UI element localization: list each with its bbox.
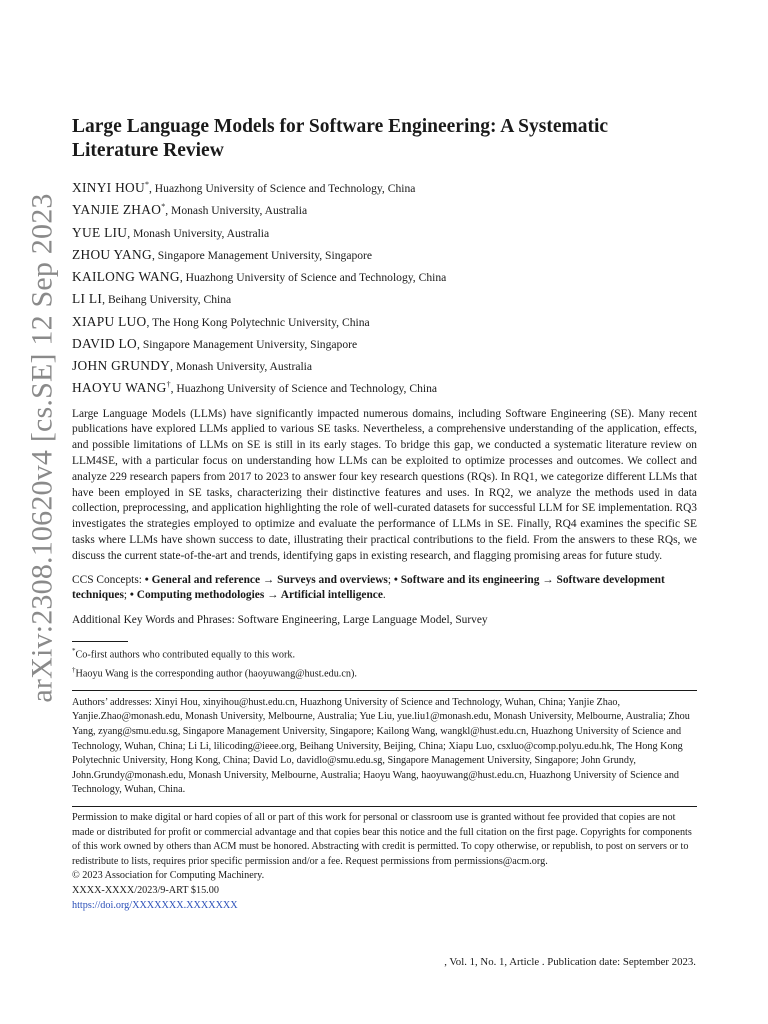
author-affiliation: , Monash University, Australia [170,359,313,373]
author-list [72,176,697,399]
author-mark: * [161,202,166,212]
author-name: YUE LIU [72,224,128,240]
author-name: JOHN GRUNDY [72,357,171,373]
ccs-concept: • Software and its engineering → Software development techniques [72,573,665,602]
ccs-concept: • Computing methodologies → Artificial intelligence [129,589,383,602]
footnote-divider [72,641,128,642]
author-name: HAOYU WANG [72,380,167,396]
author-entry [72,376,697,398]
authors-addresses: Authors’ addresses: Xinyi Hou, xinyihou@hust.edu.cn, Huazhong University of Science and Technology, Wuhan, China; Yanjie Zhao, Yanjie.Zhao@monash.edu, Monash University, Melbourne, Australia; Yue Liu, yue.liu1@monash.edu, Monash University, Melbourne, Australia; Zhou Yang, zyang@smu.edu.sg, Singapore Management University, Singapore; Kailong Wang, wangkl@hust.edu.cn, Huazhong University of Science and Technology, Wuhan, China; Li Li, lilicoding@ieee.org, Beihang University, Beijing, China; Xiapu Luo, csxluo@comp.polyu.edu.hk, The Hong Kong Polytechnic University, Hong Kong, China; David Lo, davidlo@smu.edu.sg, Singapore Management University, Singapore; John Grundy, John.Grundy@monash.edu, Monash University, Melbourne, Australia; Haoyu Wang, haoyuwang@hust.edu.cn, Huazhong University of Science and Technology, Wuhan, China. [72,696,690,796]
author-affiliation: , The Hong Kong Polytechnic University, China [146,315,370,329]
author-affiliation: , Singapore Management University, Singapore [137,337,358,351]
ccs-separator: ; [387,573,394,586]
author-affiliation: , Huazhong University of Science and Technology, China [179,270,447,284]
ccs-end: . [382,589,386,602]
author-entry [72,332,697,354]
addresses-divider [72,690,697,691]
footnote-text: Co-first authors who contributed equally to this work. [75,649,296,661]
author-name: XIAPU LUO [72,313,147,329]
author-affiliation: , Singapore Management University, Singapore [151,248,373,262]
ccs-separator: ; [123,589,130,602]
author-entry [72,176,697,198]
footnotes [72,644,697,682]
author-entry [72,287,697,309]
author-name: LI LI [72,291,103,307]
paper-title: Large Language Models for Software Engineering: A Systematic Literature Review [72,116,609,161]
author-affiliation: , Huazhong University of Science and Technology, China [170,382,438,396]
author-entry [72,221,697,243]
author-affiliation: , Monash University, Australia [127,226,270,240]
author-affiliation: , Monash University, Australia [165,204,308,218]
author-name: XINYI HOU [72,179,145,195]
author-name: KAILONG WANG [72,268,180,284]
author-mark: † [166,380,171,390]
author-entry [72,243,697,265]
copyright-line: © 2023 Association for Computing Machinery. [72,870,265,882]
footnote-text: Haoyu Wang is the corresponding author (haoyuwang@hust.edu.cn). [75,668,357,680]
permission-notice: Permission to make digital or hard copies of all or part of this work for personal or classroom use is granted without fee provided that copies are not made or distributed for profit or commercial advantage and that copies bear this notice and the full citation on the first page. Copyrights for components of this work owned by others than ACM must be honored. Abstracting with credit is permitted. To copy otherwise, or republish, to post on servers or to redistribute to lists, requires prior specific permission and/or a fee. Request permissions from permissions@acm.org. [72,811,692,867]
author-entry [72,354,697,376]
permission-divider [72,806,697,807]
page-footer: , Vol. 1, No. 1, Article . Publication date: September 2023. [444,956,696,968]
author-entry [72,265,697,287]
author-name: ZHOU YANG [72,246,152,262]
ccs-concept: • General and reference → Surveys and overviews [144,573,388,586]
author-mark: * [145,180,149,189]
arxiv-identifier: arXiv:2308.10620v4 [cs.SE] 12 Sep 2023 [26,192,60,703]
author-name: DAVID LO [72,335,138,351]
arxiv-sidebar [18,192,68,703]
paper-body [72,115,697,913]
abstract: Large Language Models (LLMs) have significantly impacted numerous domains, including Software Engineering (SE). Many recent publications have explored LLMs applied to various SE tasks. Nevertheless, a comprehensive understanding of the application, effects, and possible limitations of LLMs on SE is still in its early stages. To bridge this gap, we conducted a systematic literature review on LLM4SE, with a particular focus on understanding how LLMs can be exploited to optimize processes and outcomes. We collect and analyze 229 research papers from 2017 to 2023 to answer four key research questions (RQs). In RQ1, we categorize different LLMs that have been employed in SE tasks, characterizing their distinctive features and uses. In RQ2, we analyze the methods used in data collection, preprocessing, and application highlighting the role of well-curated datasets for successful LLM for SE implementation. RQ3 investigates the strategies employed to optimize and evaluate the performance of LLMs in SE. Finally, RQ4 examines the specific SE tasks where LLMs have shown success to date, illustrating their practical contributions to the field. From the answers to these RQs, we discuss the current state-of-the-art and trends, identifying gaps in existing research, and flagging promising areas for future study. [72,407,697,562]
ccs-label: CCS Concepts: [72,573,145,586]
doi-link[interactable]: https://doi.org/XXXXXXX.XXXXXXX [72,899,238,911]
issn-line: XXXX-XXXX/2023/9-ART $15.00 [72,884,219,896]
author-name: YANJIE ZHAO [72,202,162,218]
author-entry [72,310,697,332]
author-affiliation: , Huazhong University of Science and Technology, China [149,181,416,195]
footnote-mark: † [72,665,76,674]
footnote [72,663,697,682]
footnote-mark: * [72,647,76,656]
author-entry [72,198,697,220]
footnote [72,644,697,663]
author-affiliation: , Beihang University, China [102,293,232,307]
ccs-concepts [72,573,697,605]
keywords: Additional Key Words and Phrases: Software Engineering, Large Language Model, Survey [72,614,488,627]
